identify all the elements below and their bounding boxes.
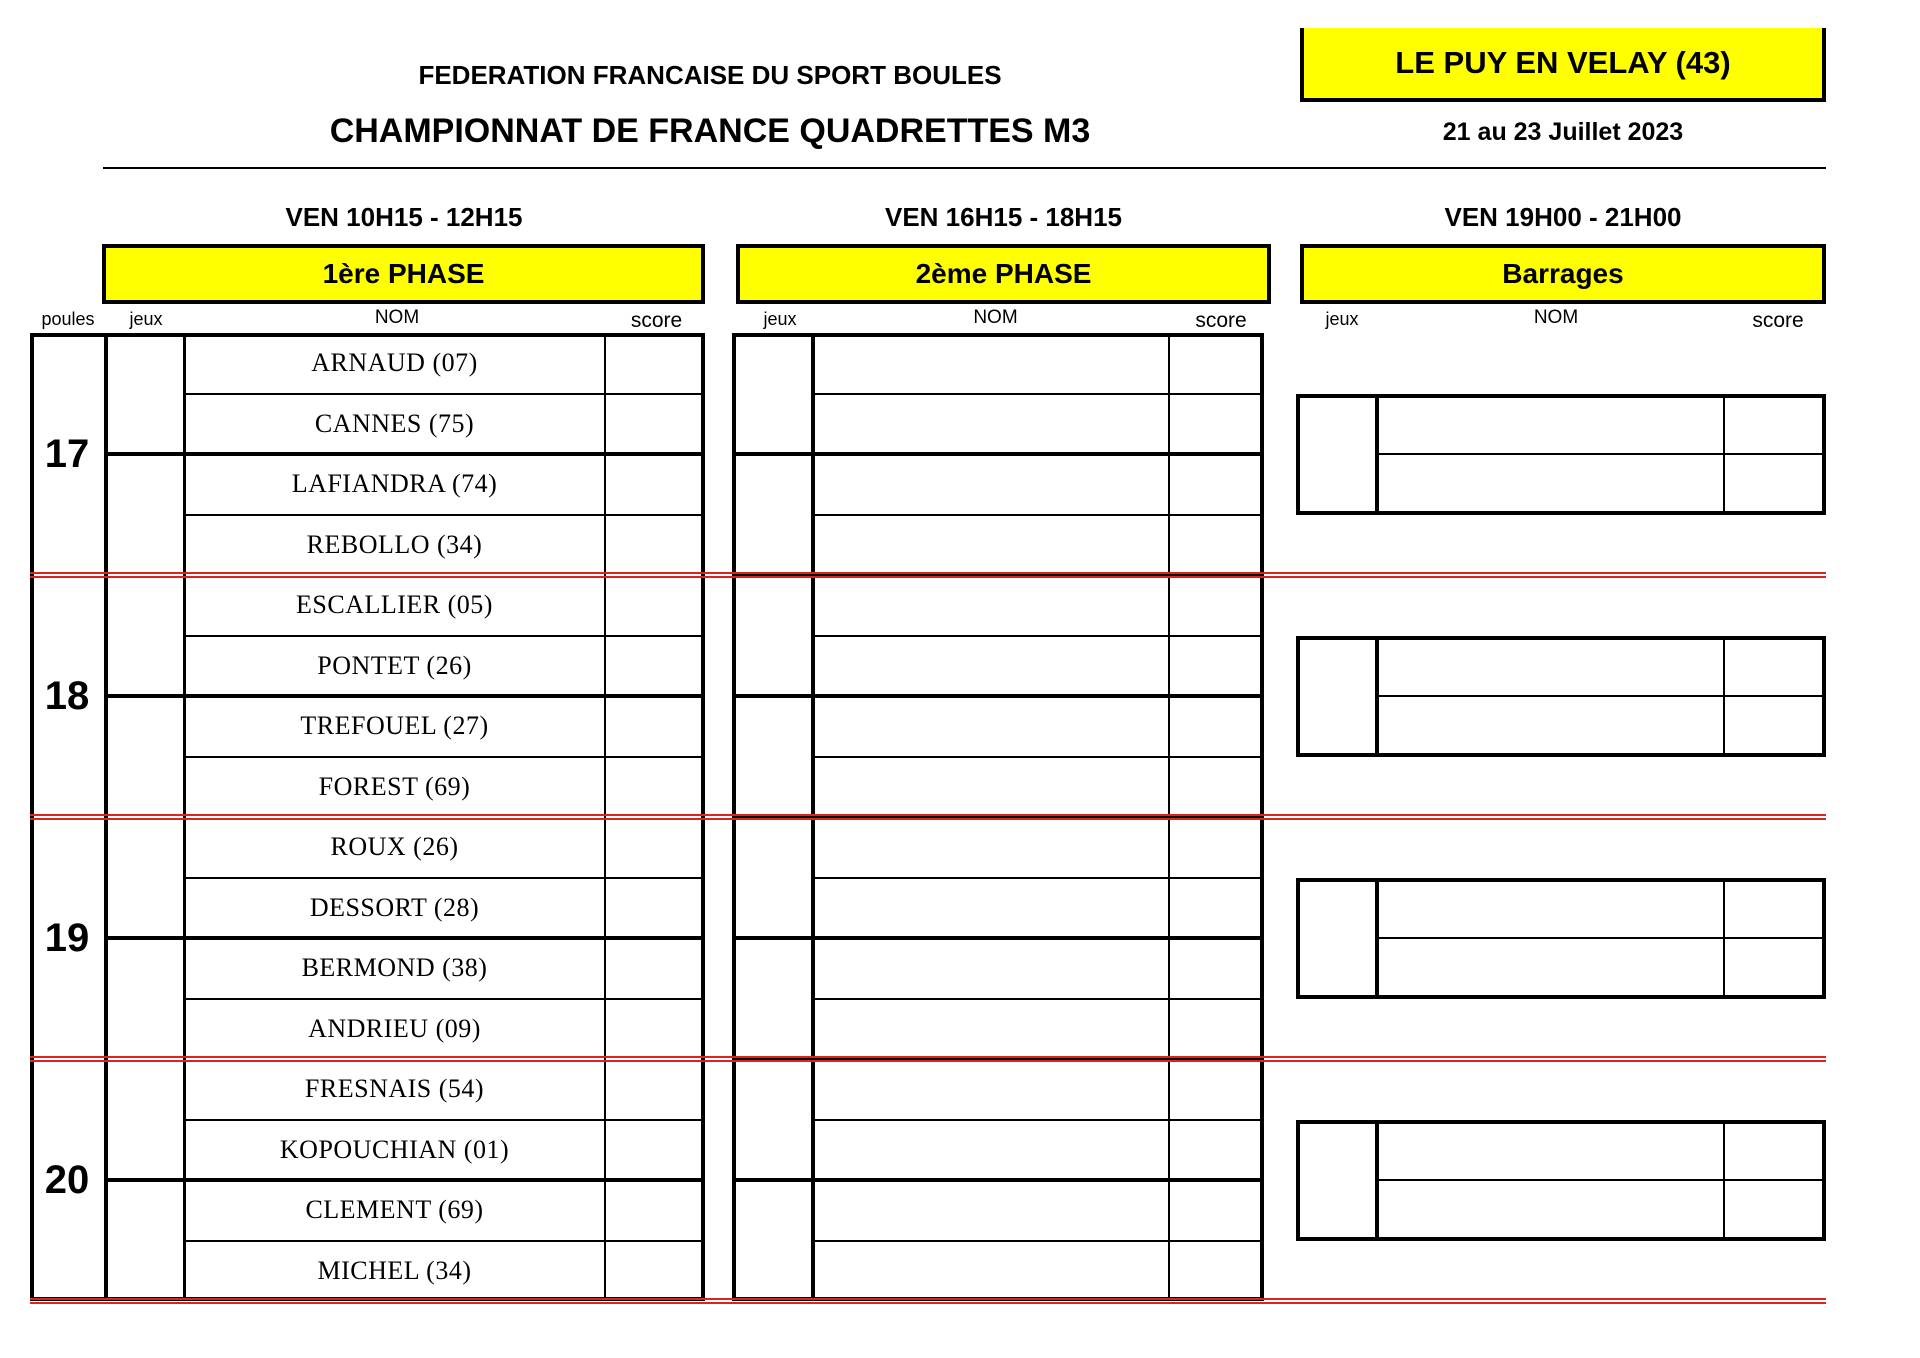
- phase-1-banner: 1ère PHASE: [102, 244, 705, 304]
- row-divider: [183, 998, 701, 1000]
- team-name: ARNAUD (07): [311, 348, 478, 378]
- col-score-1: score: [630, 309, 683, 332]
- row-divider: [811, 756, 1260, 758]
- row-divider: [1375, 453, 1826, 455]
- row-divider: [183, 756, 701, 758]
- col-score-2: score: [1195, 309, 1247, 332]
- session-time-1: VEN 10H15 - 12H15: [285, 202, 523, 232]
- col-nom-3: NOM: [1533, 307, 1579, 328]
- team-name: DESSORT (28): [309, 892, 480, 922]
- session-time-2: VEN 16H15 - 18H15: [884, 202, 1123, 232]
- col-jeux-2: jeux: [763, 309, 797, 329]
- poule-number: 19: [44, 916, 90, 960]
- team-name: PONTET (26): [317, 650, 472, 680]
- team-name: CANNES (75): [314, 408, 475, 438]
- match-divider: [732, 936, 1264, 940]
- row-divider: [811, 635, 1260, 637]
- team-name: FOREST (69): [318, 771, 471, 801]
- col-nom-2: NOM: [973, 307, 1018, 328]
- team-name: REBOLLO (34): [306, 529, 483, 559]
- poule-number: 20: [44, 1158, 90, 1202]
- match-divider: [732, 452, 1264, 456]
- team-name: ESCALLIER (05): [296, 590, 493, 620]
- row-divider: [811, 393, 1260, 395]
- row-divider: [183, 877, 701, 879]
- row-divider: [1375, 695, 1826, 697]
- team-name: BERMOND (38): [301, 953, 488, 983]
- row-divider: [811, 1119, 1260, 1121]
- row-divider: [183, 393, 701, 395]
- row-divider: [183, 635, 701, 637]
- location-banner: LE PUY EN VELAY (43): [1300, 28, 1826, 102]
- row-divider: [811, 514, 1260, 516]
- team-name: FRESNAIS (54): [304, 1074, 485, 1104]
- col-jeux-3: jeux: [1325, 309, 1359, 329]
- col-score-3: score: [1752, 309, 1804, 332]
- row-divider: [183, 1240, 701, 1242]
- phase-2-banner: 2ème PHASE: [736, 244, 1271, 304]
- row-divider: [811, 877, 1260, 879]
- row-divider: [811, 1240, 1260, 1242]
- barrages-banner: Barrages: [1300, 244, 1826, 304]
- row-divider: [1375, 937, 1826, 939]
- poule-number: 18: [44, 674, 90, 718]
- team-name: LAFIANDRA (74): [291, 469, 498, 499]
- row-divider: [811, 998, 1260, 1000]
- team-name: MICHEL (34): [317, 1255, 472, 1285]
- session-time-3: VEN 19H00 - 21H00: [1444, 202, 1682, 232]
- col-jeux-1: jeux: [129, 309, 163, 329]
- row-divider: [183, 514, 701, 516]
- col-poules: poules: [41, 309, 95, 329]
- federation-title: FEDERATION FRANCAISE DU SPORT BOULES: [418, 60, 1002, 90]
- team-name: KOPOUCHIAN (01): [279, 1134, 510, 1164]
- poule-number: 17: [44, 432, 90, 476]
- header-divider: [103, 167, 1826, 169]
- team-name: ANDRIEU (09): [308, 1013, 481, 1043]
- championship-title: CHAMPIONNAT DE FRANCE QUADRETTES M3: [329, 112, 1091, 150]
- event-dates: 21 au 23 Juillet 2023: [1442, 118, 1684, 146]
- row-divider: [1375, 1179, 1826, 1181]
- col-nom-1: NOM: [374, 307, 420, 328]
- team-name: ROUX (26): [330, 832, 459, 862]
- team-name: CLEMENT (69): [305, 1195, 484, 1225]
- row-divider: [183, 1119, 701, 1121]
- match-divider: [732, 1178, 1264, 1182]
- team-name: TREFOUEL (27): [300, 711, 489, 741]
- match-divider: [732, 694, 1264, 698]
